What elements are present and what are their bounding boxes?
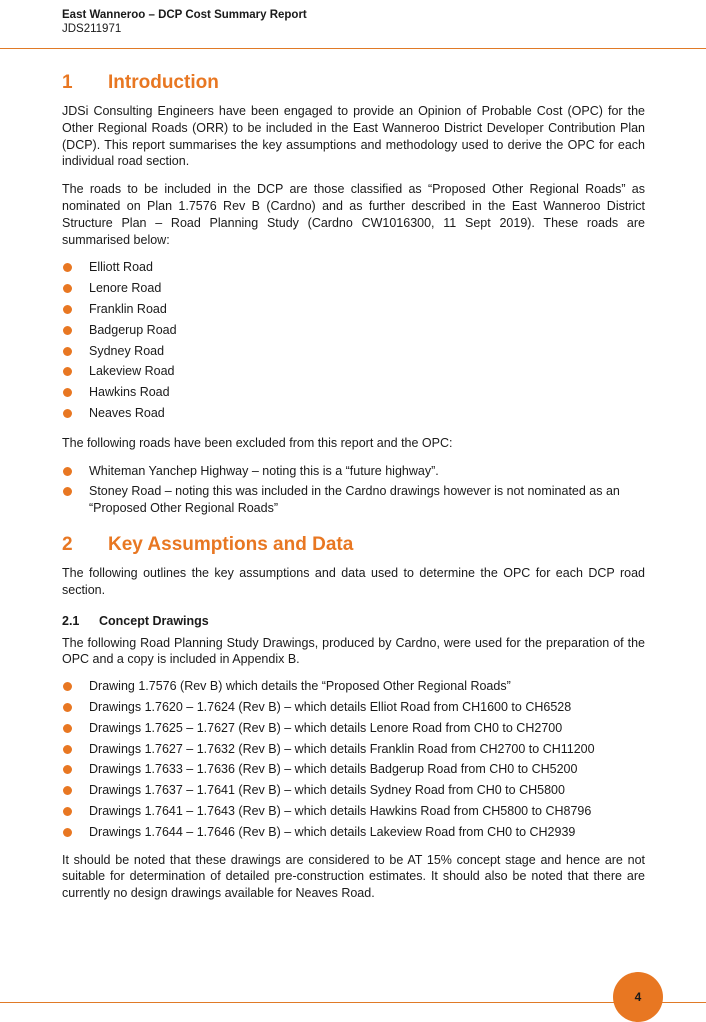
drawings-intro: The following Road Planning Study Drawings, produced by Cardno, were used for the preparation of the OPC and a copy is included in Appendix B. (62, 635, 645, 667)
bullet-icon (63, 305, 72, 314)
bullet-icon (63, 326, 72, 335)
list-item (62, 824, 645, 841)
list-item-text: Drawings 1.7633 – 1.7636 (Rev B) – which details Badgerup Road from CH0 to CH5200 (89, 762, 578, 777)
bullet-icon (63, 703, 72, 712)
list-item (62, 343, 645, 360)
list-item-text: Neaves Road (89, 405, 165, 420)
page-number: 4 (634, 990, 642, 1004)
bullet-icon (63, 765, 72, 774)
report-ref: JDS211971 (62, 23, 122, 35)
list-item-text: Drawings 1.7625 – 1.7627 (Rev B) – which details Lenore Road from CH0 to CH2700 (89, 720, 563, 735)
list-item-text: Franklin Road (89, 301, 167, 316)
bullet-icon (63, 367, 72, 376)
section-1-heading (62, 68, 645, 98)
drawings-list (62, 678, 645, 840)
list-item (62, 678, 645, 695)
list-item-text: Drawings 1.7637 – 1.7641 (Rev B) – which details Sydney Road from CH0 to CH5800 (89, 783, 565, 798)
roads-list (62, 259, 645, 421)
list-item (62, 363, 645, 380)
bullet-icon (63, 786, 72, 795)
bullet-icon (63, 409, 72, 418)
list-item (62, 301, 645, 318)
list-item-text: Drawings 1.7620 – 1.7624 (Rev B) – which details Elliot Road from CH1600 to CH6528 (89, 699, 572, 714)
page-number-badge (613, 972, 663, 1022)
subsection-2-1-heading (62, 612, 645, 630)
section-2-heading (62, 530, 645, 560)
bullet-icon (63, 487, 72, 496)
bullet-icon (63, 682, 72, 691)
excluded-list (62, 463, 645, 517)
section-title: Key Assumptions and Data (108, 533, 354, 555)
list-item-text: Sydney Road (89, 343, 165, 358)
list-item-text: Lakeview Road (89, 364, 175, 379)
intro-paragraph-1: JDSi Consulting Engineers have been engaged to provide an Opinion of Probable Cost (OPC) for the Other Regional Roads (ORR) to be included in the East Wanneroo District Developer Contribution Plan (DCP). This report summarises the key assumptions and methodology used to derive the OPC for each individual road section. (62, 104, 645, 169)
bullet-icon (63, 263, 72, 272)
page-header (62, 8, 307, 36)
list-item (62, 803, 645, 820)
bullet-icon (63, 724, 72, 733)
list-item (62, 322, 645, 339)
list-item (62, 405, 645, 422)
list-item-text: Hawkins Road (89, 385, 170, 400)
subsection-number: 2.1 (62, 613, 80, 628)
list-item-text: Drawings 1.7627 – 1.7632 (Rev B) – which details Franklin Road from CH2700 to CH11200 (89, 741, 595, 756)
list-item (62, 741, 645, 758)
list-item-text: Stoney Road – noting this was included in the Cardno drawings however is not nominated as an “Proposed Other Regional Roads” (89, 484, 620, 516)
page-content (62, 68, 645, 902)
list-item-text: Drawing 1.7576 (Rev B) which details the “Proposed Other Regional Roads” (89, 679, 511, 694)
assumptions-paragraph: The following outlines the key assumptions and data used to determine the OPC for each DCP road section. (62, 565, 645, 597)
list-item (62, 761, 645, 778)
section-number: 2 (62, 533, 73, 555)
bullet-icon (63, 745, 72, 754)
bullet-icon (63, 388, 72, 397)
list-item (62, 280, 645, 297)
drawings-note: It should be noted that these drawings are considered to be AT 15% concept stage and hence are not suitable for determination of detailed pre-construction estimates. It should also be noted that there are currently no design drawings available for Neaves Road. (62, 852, 645, 901)
list-item (62, 463, 645, 480)
list-item-text: Drawings 1.7644 – 1.7646 (Rev B) – which details Lakeview Road from CH0 to CH2939 (89, 824, 576, 839)
excluded-intro: The following roads have been excluded from this report and the OPC: (62, 435, 453, 450)
list-item-text: Lenore Road (89, 281, 162, 296)
list-item-text: Elliott Road (89, 260, 153, 275)
list-item-text: Whiteman Yanchep Highway – noting this is a “future highway”. (89, 463, 439, 478)
bullet-icon (63, 828, 72, 837)
subsection-title: Concept Drawings (99, 613, 209, 628)
header-rule (0, 48, 706, 49)
list-item-text: Badgerup Road (89, 322, 177, 337)
section-number: 1 (62, 72, 73, 93)
list-item-text: Drawings 1.7641 – 1.7643 (Rev B) – which details Hawkins Road from CH5800 to CH8796 (89, 803, 592, 818)
list-item (62, 259, 645, 276)
bullet-icon (63, 807, 72, 816)
list-item (62, 720, 645, 737)
bullet-icon (63, 347, 72, 356)
report-title: East Wanneroo – DCP Cost Summary Report (62, 9, 307, 21)
list-item (62, 782, 645, 799)
section-title: Introduction (108, 72, 219, 93)
list-item (62, 384, 645, 401)
list-item (62, 699, 645, 716)
bullet-icon (63, 467, 72, 476)
list-item (62, 483, 645, 517)
intro-paragraph-2: The roads to be included in the DCP are those classified as “Proposed Other Regional Roads” as nominated on Plan 1.7576 Rev B (Cardno) and as further described in the East Wanneroo District Structure Plan – Road Planning Study (Cardno CW1016300, 11 Sept 2019). These roads are summarised below: (62, 182, 645, 247)
footer-rule (0, 1002, 706, 1003)
bullet-icon (63, 284, 72, 293)
